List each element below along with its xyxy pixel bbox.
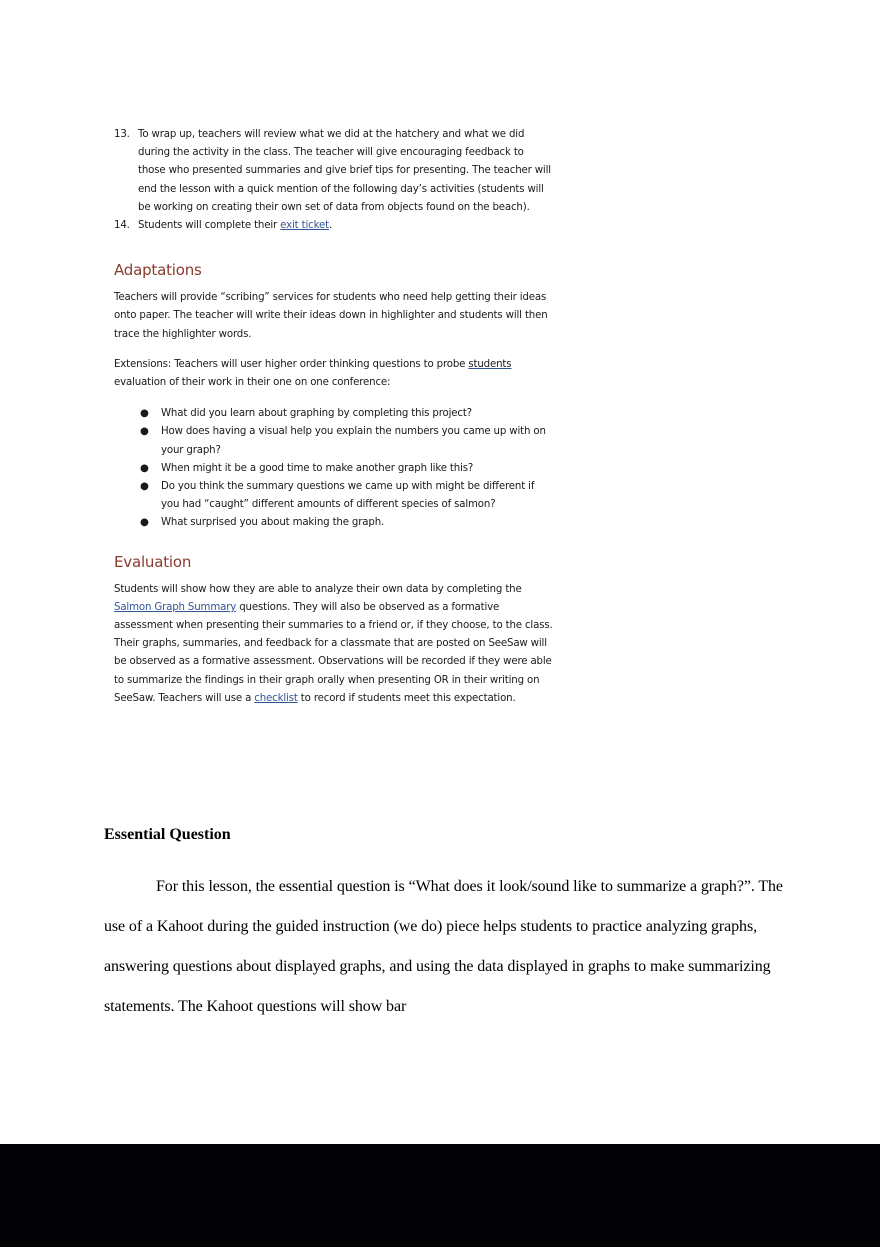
question-text: What surprised you about making the graph. — [161, 517, 385, 529]
essential-question-heading: Essential Question — [104, 826, 231, 843]
list-item — [114, 126, 554, 217]
adaptations-paragraph: Teachers will provide “scribing” services for students who need help getting their ideas onto paper. The teacher will write their ideas down in highlighter and students will then trace the highlighter words. — [114, 292, 548, 340]
list-item-text: Students will complete their — [138, 220, 281, 232]
question-text: When might it be a good time to make another graph like this? — [161, 462, 474, 474]
evaluation-text: Students will show how they are able to analyze their own data by completing the — [114, 583, 522, 595]
list-item-text-end: . — [328, 220, 333, 232]
bullet-icon: ● — [140, 481, 149, 493]
list-item — [114, 423, 554, 459]
extensions-text-end: evaluation of their work in their one on one conference: — [114, 377, 391, 389]
list-item — [114, 478, 554, 514]
evaluation-text: to record if students meet this expectation. — [297, 692, 516, 704]
list-number: 14. — [114, 220, 130, 232]
list-item — [114, 514, 554, 532]
list-item — [114, 217, 554, 235]
question-text: Do you think the summary questions we came up with might be different if you had “caught” different amounts of different species of salmon? — [161, 481, 535, 511]
list-item-text: To wrap up, teachers will review what we did at the hatchery and what we did during the activity in the class. The teacher will give encouraging feedback to those who presented summaries and give brief tips for presenting. The teacher will end the lesson with a quick mention of the following day’s activities (students will be working on creating their own set of data from objects found on the beach). — [138, 129, 551, 213]
procedure-list — [114, 126, 554, 235]
students-underlined: students — [468, 358, 512, 370]
essential-question-section — [104, 826, 784, 1027]
checklist-link[interactable]: checklist — [254, 692, 298, 704]
list-item — [114, 460, 554, 478]
list-item — [114, 405, 554, 423]
bullet-icon: ● — [140, 408, 149, 420]
extensions-paragraph — [114, 356, 554, 392]
evaluation-paragraph — [114, 581, 554, 708]
list-number: 13. — [114, 129, 130, 140]
question-text: How does having a visual help you explain the numbers you came up with on your graph? — [161, 426, 546, 456]
embedded-lesson-plan-image — [114, 126, 554, 708]
bullet-icon: ● — [140, 426, 149, 438]
bullet-icon: ● — [140, 517, 149, 529]
extension-questions-list — [114, 405, 554, 532]
bottom-black-area — [0, 1144, 880, 1247]
evaluation-heading: Evaluation — [114, 552, 192, 571]
evaluation-text: questions. They will also be observed as a formative assessment when presenting their summaries to a friend or, if they choose, to the class. Their graphs, summaries, and feedback for a classmate that are posted on SeeSaw will be observed as a formative assessment. Observations will be recorded if they were able to summarize the findings in their graph orally when presenting OR in their writing on SeeSaw. Teachers will use a — [114, 601, 553, 704]
salmon-graph-summary-link[interactable]: Salmon Graph Summary — [114, 601, 237, 613]
essential-question-paragraph: For this lesson, the essential question is “What does it look/sound like to summarize a graph?”. The use of a Kahoot during the guided instruction (we do) piece helps students to practice analyzing graphs, answering questions about displayed graphs, and using the data displayed in graphs to make summarizing statements. The Kahoot questions will show bar — [104, 878, 783, 1015]
bullet-icon: ● — [140, 462, 149, 474]
exit-ticket-link[interactable]: exit ticket — [280, 220, 329, 232]
adaptations-heading: Adaptations — [114, 261, 202, 280]
question-text: What did you learn about graphing by completing this project? — [161, 408, 472, 420]
extensions-text: Extensions: Teachers will user higher order thinking questions to probe — [114, 358, 469, 370]
